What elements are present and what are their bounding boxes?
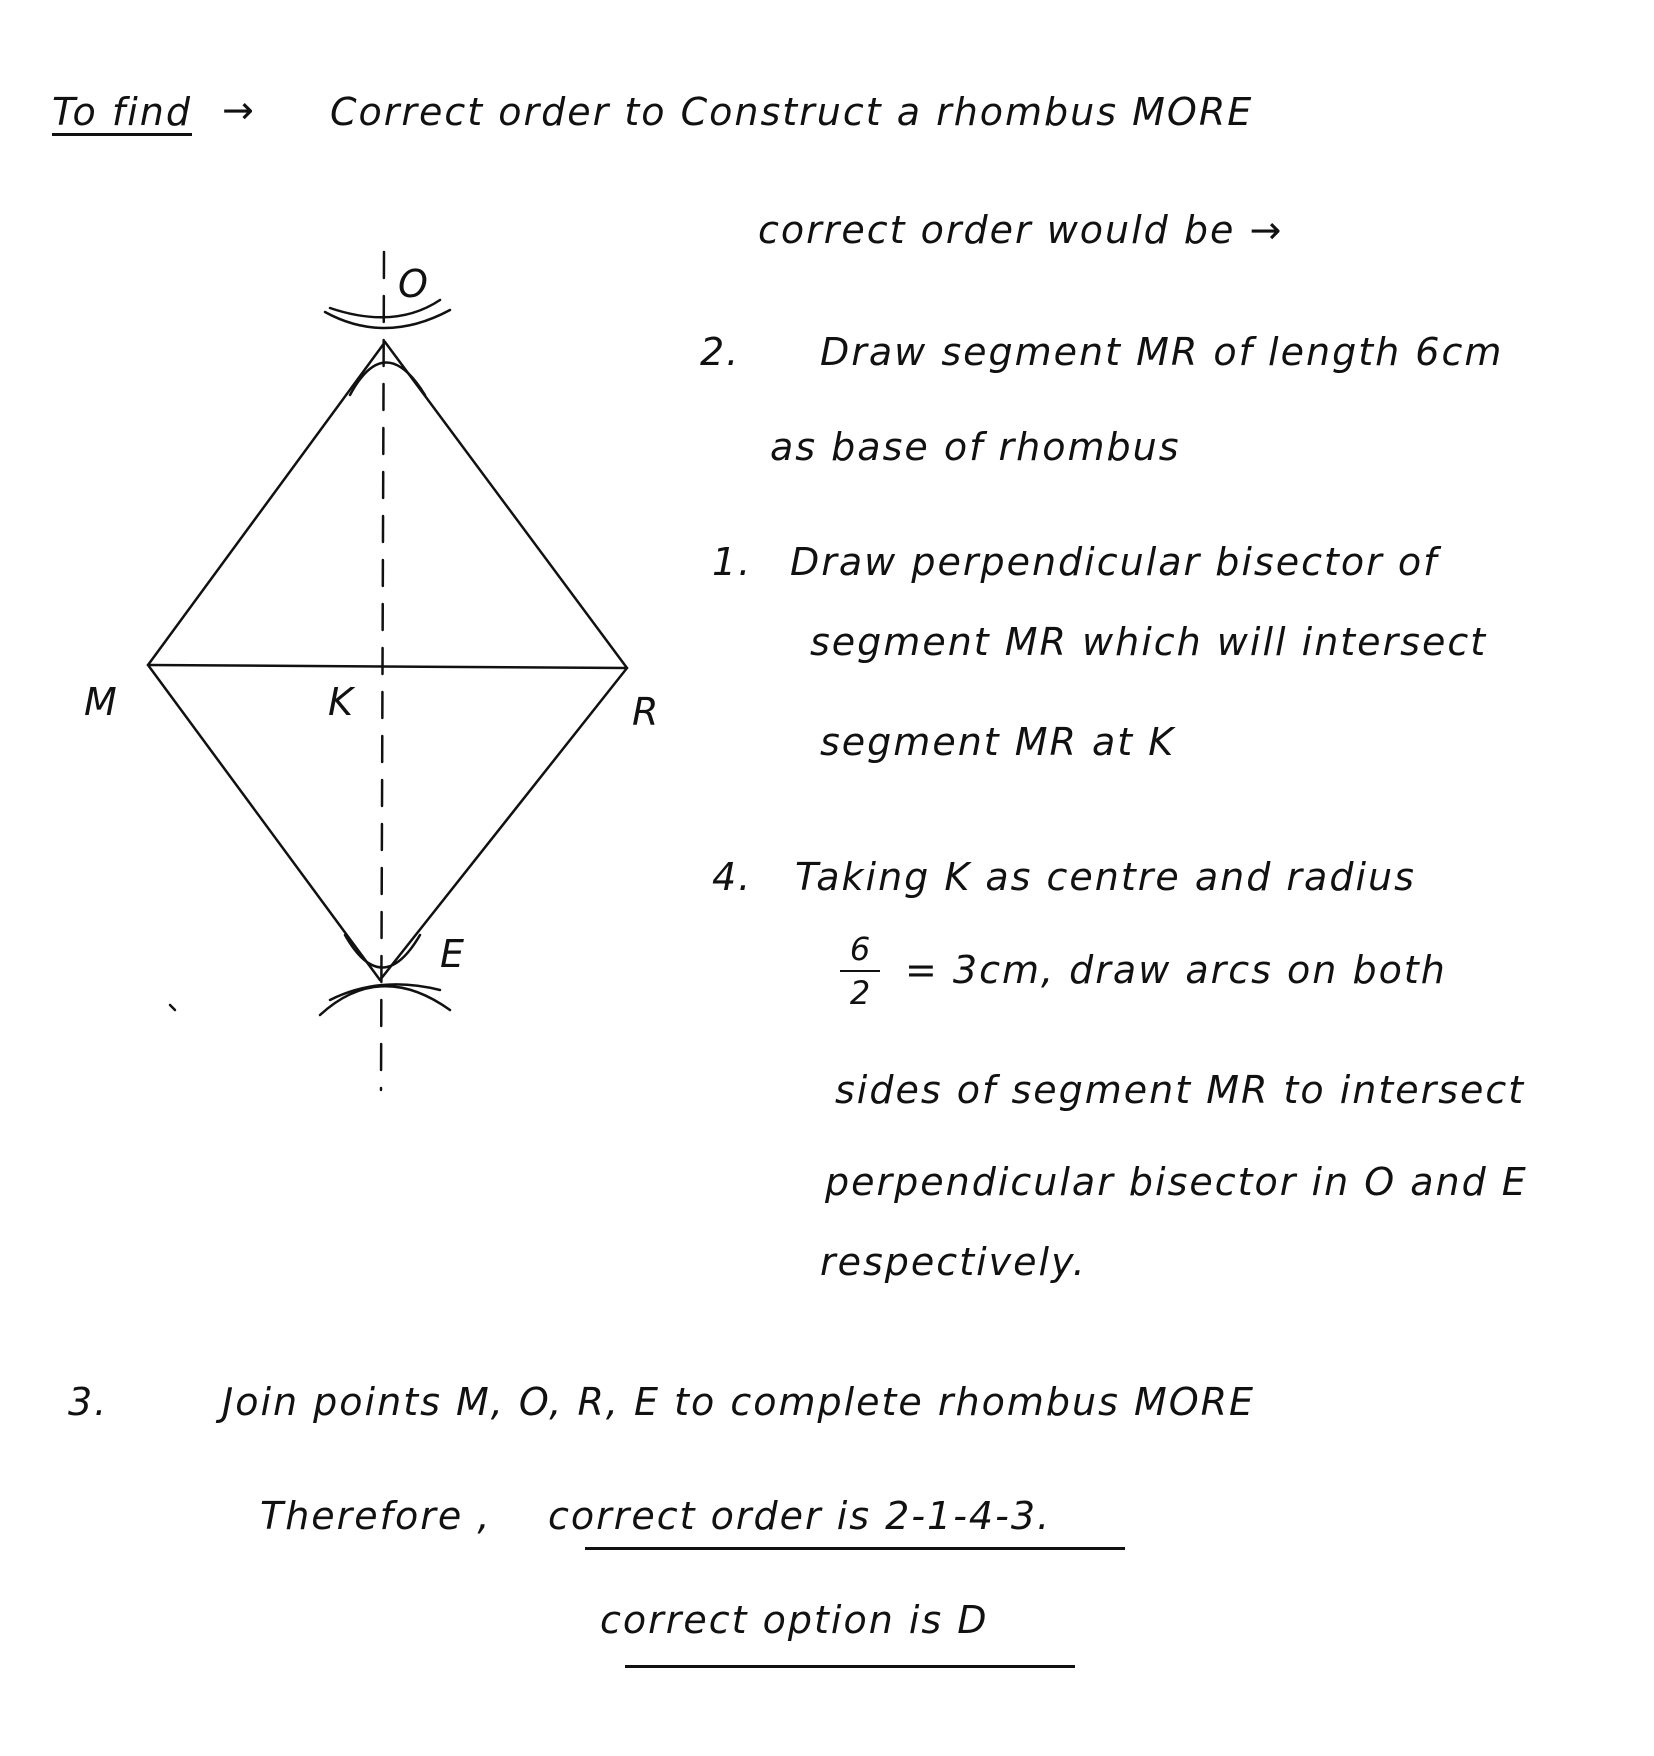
step-1-line-2: segment MR which will intersect — [810, 620, 1488, 664]
step-1-number: 1. — [712, 540, 753, 584]
step-1-line-1: Draw perpendicular bisector of — [790, 540, 1439, 584]
answer-intro: correct order would be → — [758, 208, 1284, 252]
step-4-line-1: Taking K as centre and radius — [795, 855, 1416, 899]
page-title: Correct order to Construct a rhombus MORE — [330, 90, 1254, 134]
therefore-label: Therefore , — [260, 1494, 492, 1538]
step-3-number: 3. — [68, 1380, 109, 1424]
step-2-line-2: as base of rhombus — [770, 425, 1181, 469]
correct-option-underline — [625, 1665, 1075, 1668]
step-3-line-1: Join points M, O, R, E to complete rhombus MORE — [222, 1380, 1256, 1424]
side-mo — [148, 342, 385, 665]
label-m: M — [84, 680, 119, 724]
step-4-number: 4. — [712, 855, 753, 899]
label-o: O — [398, 262, 430, 306]
step-4-line-5: respectively. — [820, 1240, 1087, 1284]
step-1-line-3: segment MR at K — [820, 720, 1176, 764]
correct-order-text: correct order is 2-1-4-3. — [548, 1494, 1052, 1538]
step-4-line-4: perpendicular bisector in O and E — [825, 1160, 1528, 1204]
fraction-denominator: 2 — [849, 974, 871, 1012]
side-re — [380, 668, 627, 980]
step-4-fraction — [840, 930, 880, 1012]
label-r: R — [632, 690, 661, 734]
correct-option-text: correct option is D — [600, 1598, 989, 1642]
stray-tick — [170, 1005, 175, 1010]
step-2-line-1: Draw segment MR of length 6cm — [820, 330, 1504, 374]
arc-o-2 — [350, 363, 425, 396]
diagonal-mr — [148, 665, 627, 668]
correct-order-underline — [585, 1547, 1125, 1550]
to-find-arrow: → — [222, 88, 256, 132]
perpendicular-bisector — [381, 252, 384, 1090]
fraction-bar — [840, 970, 880, 972]
fraction-numerator: 6 — [849, 930, 871, 968]
step-2-number: 2. — [700, 330, 741, 374]
arc-e-1 — [320, 986, 450, 1015]
label-e: E — [440, 932, 467, 976]
label-k: K — [328, 680, 355, 724]
step-4-line-2: = 3cm, draw arcs on both — [905, 948, 1447, 992]
to-find-label: To find — [52, 90, 192, 134]
step-4-line-3: sides of segment MR to intersect — [835, 1068, 1526, 1112]
